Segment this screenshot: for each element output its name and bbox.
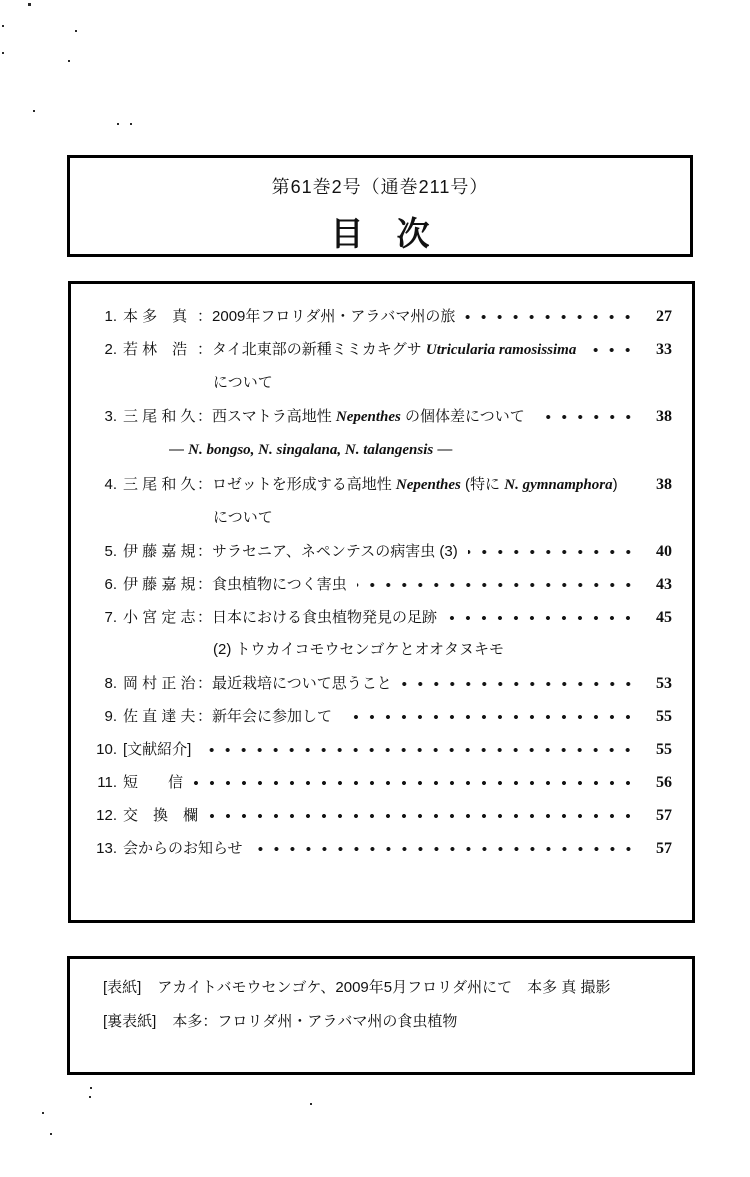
toc-title: 目 次 — [330, 215, 430, 252]
toc-entry — [93, 306, 672, 327]
species-name: N. gymnamphora — [504, 477, 613, 493]
text-segment: 会からのお知らせ — [123, 840, 243, 857]
entry-separator: ： — [197, 543, 213, 560]
entry-author: 小 宮 定 志 — [123, 609, 196, 626]
entry-page-number: 43 — [656, 576, 672, 593]
dot-leader — [193, 779, 636, 787]
entry-number: 8. — [104, 675, 117, 692]
text-segment: 短 信 — [123, 774, 184, 791]
entry-title — [212, 306, 455, 327]
text-segment: (2) トウカイコモウセンゴケとオオタヌキモ — [213, 641, 505, 658]
scan-speck — [89, 1096, 91, 1098]
entry-number: 13. — [96, 840, 117, 857]
text-segment: 日本における食虫植物発見の足跡 — [212, 609, 438, 626]
entry-page-number: 55 — [656, 741, 672, 758]
entry-separator: ： — [197, 341, 213, 358]
text-segment: 2009年フロリダ州・アラバマ州の旅 — [212, 308, 456, 325]
entry-separator: ： — [197, 308, 213, 325]
entry-continuation — [213, 639, 672, 660]
dot-leader — [535, 413, 636, 421]
entry-page-number: 45 — [656, 609, 672, 626]
entry-page-number: 33 — [656, 341, 672, 358]
scan-speck — [130, 123, 132, 125]
entry-continuation — [213, 372, 672, 393]
text-segment: ― — [169, 441, 189, 458]
entry-number: 7. — [104, 609, 117, 626]
text-segment: ― — [433, 441, 453, 458]
entry-number: 9. — [104, 708, 117, 725]
entry-title — [212, 474, 618, 496]
toc-entry — [93, 838, 672, 859]
entry-author: 若 林 浩 — [123, 341, 188, 358]
text-segment: ロゼットを形成する高地性 — [212, 476, 396, 493]
entry-title — [212, 607, 437, 628]
entry-page-number: 27 — [656, 308, 672, 325]
text-segment: ) — [612, 476, 618, 493]
toc-entry — [93, 406, 672, 428]
scan-speck — [90, 1087, 92, 1089]
entry-number: 12. — [96, 807, 117, 824]
entry-separator: ： — [197, 609, 213, 626]
scan-speck — [50, 1133, 52, 1135]
entry-author: 伊 藤 嘉 規 — [123, 543, 196, 560]
entry-page-number: 57 — [656, 840, 672, 857]
dot-leader — [357, 581, 636, 589]
issue-header-box — [67, 155, 693, 257]
back-cover-text: 本多：フロリダ州・アラバマ州の食虫植物 — [172, 1013, 458, 1030]
text-segment: 食虫植物につく害虫 — [212, 576, 347, 593]
entry-number: 1. — [104, 308, 117, 325]
toc-entry — [93, 805, 672, 826]
entry-number: 6. — [104, 576, 117, 593]
entry-title — [212, 574, 347, 595]
text-segment: 交 換 欄 — [123, 807, 199, 824]
dot-leader — [201, 746, 636, 754]
front-cover-credit — [103, 977, 674, 998]
species-name: Nepenthes — [395, 477, 461, 493]
entry-author: 本 多 真 — [123, 308, 188, 325]
entry-title — [123, 838, 243, 859]
text-segment: (特に — [460, 476, 505, 493]
entry-separator: ： — [197, 576, 213, 593]
species-name: N. bongso, N. singalana, N. talangensis — [188, 442, 434, 458]
entry-number: 11. — [97, 774, 117, 791]
entry-title — [123, 805, 198, 826]
entry-title — [212, 406, 525, 428]
scan-speck — [28, 3, 31, 6]
entry-title — [212, 673, 392, 694]
text-segment: サラセニア、ネペンテスの病害虫 (3) — [212, 543, 458, 560]
entry-title — [212, 706, 332, 727]
text-segment: 最近栽培について思うこと — [212, 675, 392, 692]
toc-entry — [93, 772, 672, 793]
issue-number-line: 第61巻2号（通巻211号） — [271, 177, 489, 197]
scan-speck — [75, 30, 77, 32]
front-cover-label: [表紙] — [103, 979, 142, 996]
scan-speck — [2, 52, 4, 54]
toc-entry — [93, 541, 672, 562]
dot-leader — [465, 313, 636, 321]
back-cover-label: [裏表紙] — [103, 1013, 157, 1030]
text-segment: 西スマトラ高地性 — [212, 408, 336, 425]
scan-speck — [117, 123, 119, 125]
entry-page-number: 57 — [656, 807, 672, 824]
scan-speck — [2, 25, 4, 27]
species-name: Utricularia ramosissima — [425, 342, 577, 358]
entry-title — [123, 739, 191, 760]
entry-page-number: 55 — [656, 708, 672, 725]
dot-leader — [620, 481, 643, 489]
cover-credits-box — [67, 956, 695, 1075]
entry-author: 岡 村 正 治 — [123, 675, 196, 692]
entry-page-number: 53 — [656, 675, 672, 692]
dot-leader — [342, 713, 636, 721]
text-segment: [文献紹介] — [123, 741, 192, 758]
front-cover-text: アカイトバモウセンゴケ、2009年5月フロリダ州にて 本多 真 撮影 — [157, 979, 611, 996]
text-segment: 新年会に参加して — [212, 708, 333, 725]
toc-list — [93, 306, 672, 859]
entry-continuation — [213, 507, 672, 528]
toc-entry — [93, 673, 672, 694]
toc-entry — [93, 574, 672, 595]
entry-page-number: 38 — [656, 476, 672, 493]
dot-leader — [208, 812, 636, 820]
entry-author: 佐 直 達 夫 — [123, 708, 196, 725]
entry-separator: ： — [197, 675, 213, 692]
entry-separator: ： — [197, 708, 213, 725]
entry-number: 10. — [96, 741, 117, 758]
entry-page-number: 56 — [656, 774, 672, 791]
entry-author: 三 尾 和 久 — [123, 476, 196, 493]
entry-page-number: 40 — [656, 543, 672, 560]
dot-leader — [402, 680, 636, 688]
scan-speck — [42, 1112, 44, 1114]
dot-leader — [253, 845, 636, 853]
entry-number: 3. — [104, 408, 117, 425]
species-name: Nepenthes — [335, 409, 401, 425]
back-cover-credit — [103, 1011, 674, 1032]
toc-entry — [93, 474, 672, 496]
text-segment: タイ北東部の新種ミミカキグサ — [212, 341, 426, 358]
text-segment: について — [213, 374, 273, 391]
entry-page-number: 38 — [656, 408, 672, 425]
toc-entry — [93, 339, 672, 361]
entry-author: 三 尾 和 久 — [123, 408, 196, 425]
toc-entry — [93, 706, 672, 727]
scan-speck — [33, 110, 35, 112]
dot-leader — [447, 614, 636, 622]
entry-number: 5. — [104, 543, 117, 560]
entry-continuation — [169, 439, 672, 461]
scan-speck — [310, 1103, 312, 1105]
scan-speck — [68, 60, 70, 62]
text-segment: の個体差について — [400, 408, 525, 425]
dot-leader — [586, 346, 636, 354]
dot-leader — [468, 548, 636, 556]
toc-entry — [93, 739, 672, 760]
entry-number: 2. — [104, 341, 117, 358]
entry-author: 伊 藤 嘉 規 — [123, 576, 196, 593]
entry-title — [212, 541, 458, 562]
toc-entry — [93, 607, 672, 628]
entry-number: 4. — [104, 476, 117, 493]
toc-box — [68, 281, 695, 923]
entry-title — [123, 772, 183, 793]
entry-title — [212, 339, 576, 361]
entry-separator: ： — [197, 408, 213, 425]
entry-separator: ： — [197, 476, 213, 493]
text-segment: について — [213, 509, 273, 526]
